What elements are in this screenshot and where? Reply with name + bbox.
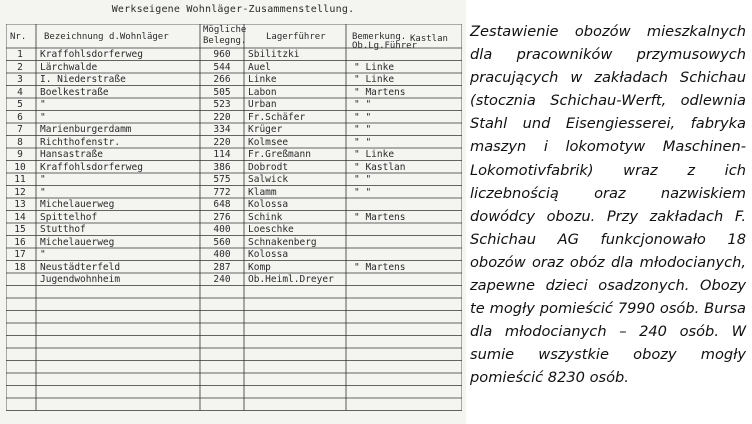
row-lagerfuehrer: Kolmsee bbox=[248, 136, 289, 148]
row-nr: 15 bbox=[14, 224, 26, 235]
row-belegung: 266 bbox=[213, 74, 231, 85]
caption-text: Zestawienie obozów mieszkalnych dla pracowników przymusowych pracujących w zakładach Schichau (stocznia Schichau-Werft, odlewnia Stahl und Eisengiesserei, fabryka maszyn i lokomotyw Maschinen-Lokomotivfabrik) wraz z ich liczebnością oraz nazwiskiem dowódcy obozu. Przy zakładach F. Schichau AG funkcjonowało 18 obozów oraz obóz dla młodocianych, zapewne dzieci osadzonych. Obozy te mogły pomieścić 7990 osób. Bursa dla młodocianych – 240 osób. W sumie wszystkie obozy mogły pomieścić 8230 osób. bbox=[470, 23, 746, 387]
row-bemerkung: " Martens bbox=[354, 86, 406, 98]
row-bemerkung: " " bbox=[354, 99, 372, 110]
row-nr: 7 bbox=[17, 124, 23, 135]
row-lagerfuehrer: Urban bbox=[248, 99, 277, 110]
document-title: Werkseigene Wohnläger-Zusammenstellung. bbox=[111, 4, 355, 15]
row-bezeichnung: " bbox=[40, 174, 46, 185]
row-belegung: 220 bbox=[213, 111, 231, 123]
header-belegung: Belegng. bbox=[203, 36, 247, 46]
row-lagerfuehrer: Krüger bbox=[248, 124, 283, 135]
row-bezeichnung: " bbox=[40, 186, 46, 198]
row-nr: 3 bbox=[17, 74, 23, 85]
header-bezeichnung: Bezeichnung d.Wohnläger bbox=[44, 32, 169, 42]
row-bemerkung: " Linke bbox=[354, 74, 395, 85]
row-bezeichnung: " bbox=[40, 111, 46, 123]
row-lagerfuehrer: Schink bbox=[248, 211, 283, 223]
header-belegung: Mögliche bbox=[203, 25, 247, 35]
row-nr: 16 bbox=[14, 236, 26, 248]
row-belegung: 648 bbox=[213, 199, 231, 210]
row-lagerfuehrer: Labon bbox=[248, 86, 277, 98]
row-bemerkung: " Kastlan bbox=[354, 161, 406, 173]
row-bezeichnung: " bbox=[40, 249, 46, 260]
row-belegung: 240 bbox=[213, 274, 231, 285]
row-bemerkung: " " bbox=[354, 136, 372, 148]
row-bemerkung: " Linke bbox=[354, 149, 395, 160]
row-belegung: 114 bbox=[213, 149, 231, 160]
row-belegung: 523 bbox=[213, 99, 231, 110]
row-nr: 6 bbox=[17, 111, 23, 123]
row-belegung: 400 bbox=[213, 249, 231, 260]
row-nr: 5 bbox=[17, 99, 23, 110]
row-nr: 10 bbox=[14, 161, 26, 173]
row-belegung: 276 bbox=[213, 211, 231, 223]
row-nr: 8 bbox=[17, 136, 23, 148]
row-nr: 17 bbox=[14, 249, 26, 260]
header-bemerkung: Bemerkung. bbox=[352, 32, 407, 42]
row-nr: 18 bbox=[14, 261, 26, 273]
row-bezeichnung: " bbox=[40, 99, 46, 110]
caption bbox=[470, 20, 746, 390]
header-note: Kastlan bbox=[410, 34, 448, 44]
row-lagerfuehrer: Klamm bbox=[248, 186, 277, 198]
row-bezeichnung: Stutthof bbox=[40, 224, 86, 235]
header-note: Ob.Lg.Führer bbox=[352, 41, 418, 51]
row-belegung: 960 bbox=[213, 49, 231, 60]
row-bemerkung: " Linke bbox=[354, 61, 395, 73]
row-belegung: 544 bbox=[213, 61, 231, 73]
row-bezeichnung: Kraffohlsdorferweg bbox=[40, 161, 143, 173]
row-belegung: 560 bbox=[213, 236, 231, 248]
row-nr: 4 bbox=[17, 86, 23, 98]
row-bezeichnung: Michelauerweg bbox=[40, 199, 115, 210]
row-bezeichnung: Hansastraße bbox=[40, 149, 103, 160]
row-belegung: 334 bbox=[213, 124, 231, 135]
row-nr: 2 bbox=[17, 61, 23, 73]
row-lagerfuehrer: Ob.Heiml.Dreyer bbox=[248, 274, 334, 285]
row-lagerfuehrer: Sbilitzki bbox=[248, 49, 300, 60]
header-nr: Nr. bbox=[10, 32, 27, 42]
row-bezeichnung: Spittelhof bbox=[40, 211, 98, 223]
row-belegung: 505 bbox=[213, 86, 231, 98]
row-lagerfuehrer: Salwick bbox=[248, 174, 289, 185]
row-bezeichnung: Boelkestraße bbox=[40, 86, 109, 98]
row-bezeichnung: Jugendwohnheim bbox=[40, 274, 121, 285]
row-lagerfuehrer: Loeschke bbox=[248, 224, 294, 235]
row-lagerfuehrer: Dobrodt bbox=[248, 161, 289, 173]
row-lagerfuehrer: Kolossa bbox=[248, 199, 289, 210]
row-bezeichnung: Neustädterfeld bbox=[40, 261, 121, 273]
row-belegung: 772 bbox=[213, 186, 231, 198]
row-lagerfuehrer: Komp bbox=[248, 261, 271, 273]
row-lagerfuehrer: Schnakenberg bbox=[248, 236, 317, 248]
row-bezeichnung: I. Niederstraße bbox=[40, 74, 126, 85]
row-lagerfuehrer: Kolossa bbox=[248, 249, 289, 260]
row-bezeichnung: Kraffohlsdorferweg bbox=[40, 49, 143, 60]
row-nr: 9 bbox=[17, 149, 23, 160]
row-lagerfuehrer: Fr.Greßmann bbox=[248, 149, 311, 160]
row-bezeichnung: Michelauerweg bbox=[40, 236, 115, 248]
row-bemerkung: " " bbox=[354, 111, 372, 123]
row-bemerkung: " " bbox=[354, 174, 372, 185]
row-bemerkung: " Martens bbox=[354, 261, 406, 273]
row-bezeichnung: Marienburgerdamm bbox=[40, 124, 132, 135]
row-belegung: 575 bbox=[213, 174, 231, 185]
row-bezeichnung: Lärchwalde bbox=[40, 61, 98, 73]
row-bezeichnung: Richthofenstr. bbox=[40, 136, 121, 148]
row-nr: 12 bbox=[14, 186, 26, 198]
row-nr: 1 bbox=[17, 49, 23, 60]
header-lagerfuehrer: Lagerführer bbox=[266, 32, 326, 42]
row-lagerfuehrer: Auel bbox=[248, 61, 271, 73]
row-nr: 11 bbox=[14, 174, 26, 185]
row-belegung: 287 bbox=[213, 261, 231, 273]
row-bemerkung: " " bbox=[354, 186, 372, 198]
row-nr: 14 bbox=[14, 211, 26, 223]
row-belegung: 386 bbox=[213, 161, 231, 173]
row-nr: 13 bbox=[14, 199, 26, 210]
row-bemerkung: " " bbox=[354, 124, 372, 135]
row-bemerkung: " Martens bbox=[354, 211, 406, 223]
row-lagerfuehrer: Linke bbox=[248, 74, 277, 85]
row-belegung: 220 bbox=[213, 136, 231, 148]
row-belegung: 400 bbox=[213, 224, 231, 235]
row-lagerfuehrer: Fr.Schäfer bbox=[248, 111, 306, 123]
